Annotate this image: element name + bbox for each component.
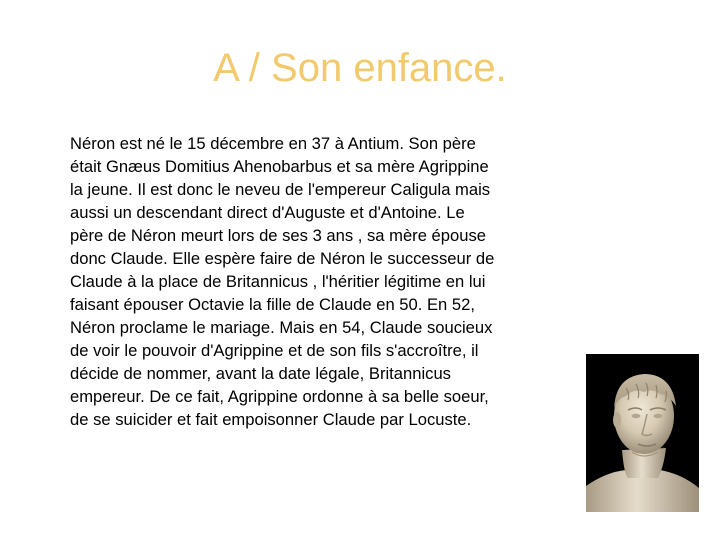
paragraph-line: faisant épouser Octavie la fille de Claude en 50. En 52, <box>70 295 475 314</box>
paragraph-line: la jeune. Il est donc le neveu de l'empereur Caligula mais <box>70 180 491 199</box>
paragraph-line: empereur. De ce fait, Agrippine ordonne à sa belle soeur, <box>70 387 489 406</box>
slide-title: A / Son enfance. <box>213 46 507 90</box>
paragraph-line: Claude à la place de Britannicus , l'héritier légitime en lui <box>70 272 486 291</box>
paragraph-line: donc Claude. Elle espère faire de Néron le successeur de <box>70 249 495 268</box>
paragraph-line: père de Néron meurt lors de ses 3 ans , sa mère épouse <box>70 226 486 245</box>
paragraph-line: décide de nommer, avant la date légale, Britannicus <box>70 364 451 383</box>
paragraph-line: aussi un descendant direct d'Auguste et d'Antoine. Le <box>70 203 465 222</box>
paragraph-line: était Gnæus Domitius Ahenobarbus et sa mère Agrippine <box>70 157 489 176</box>
paragraph-line: Néron est né le 15 décembre en 37 à Antium. Son père <box>70 134 476 153</box>
slide-paragraph <box>70 132 570 431</box>
paragraph-line: de se suicider et fait empoisonner Claude par Locuste. <box>70 410 472 429</box>
bust-portrait-image <box>586 354 699 512</box>
paragraph-line: Néron proclame le mariage. Mais en 54, Claude soucieux <box>70 318 493 337</box>
paragraph-line: de voir le pouvoir d'Agrippine et de son fils s'accroître, il <box>70 341 479 360</box>
marble-bust-icon <box>586 354 699 512</box>
